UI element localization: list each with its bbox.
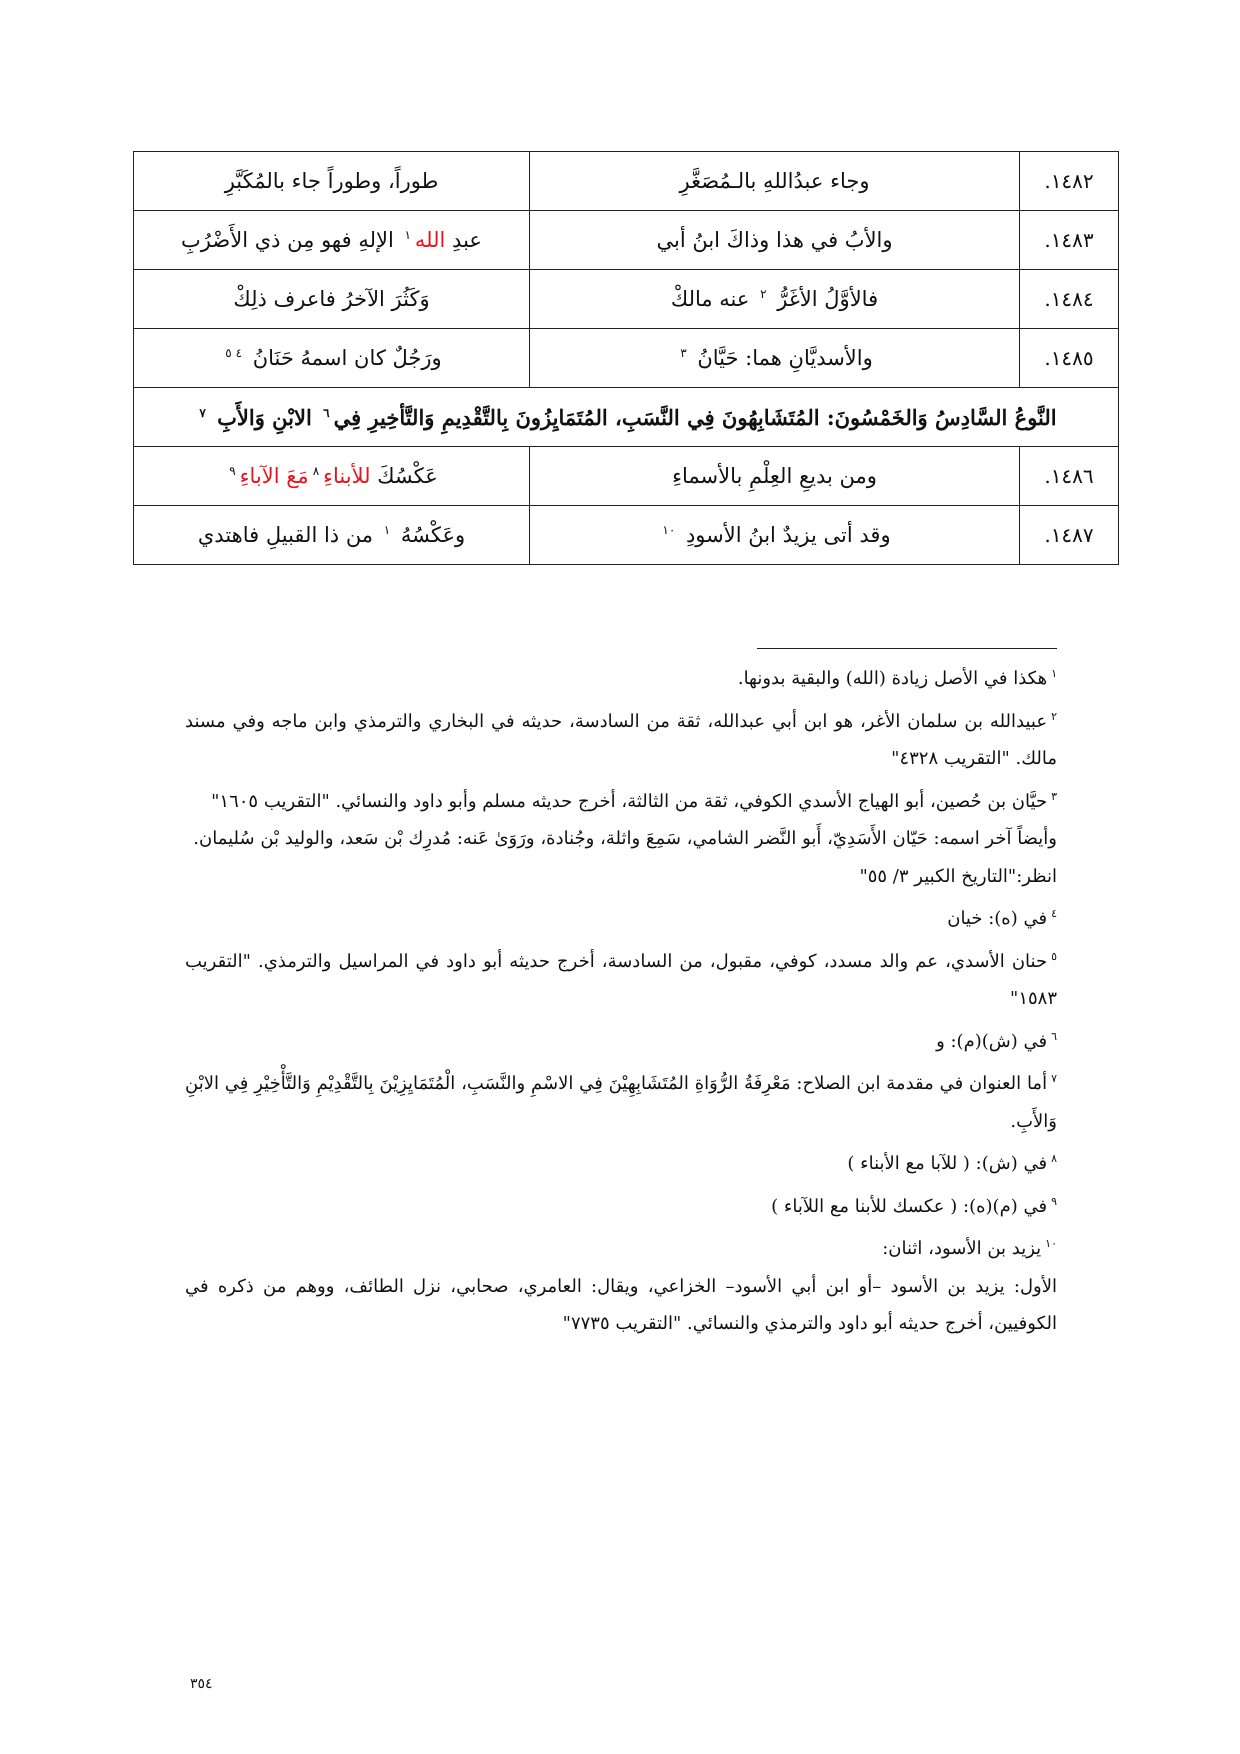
verse-row <box>134 211 1119 270</box>
footnote <box>185 1268 1057 1343</box>
footnote <box>185 858 1057 896</box>
footnote-text: الأول: يزيد بن الأسود –أو ابن أبي الأسود– الخزاعي، ويقال: العامري، صحابي، نزل الطائف، ووهم من ذكره في الكوفيين، أخرج حديثه أبو داود والترمذي والنسائي. "التقريب ٧٧٣٥" <box>185 1275 1057 1334</box>
footnote <box>185 1140 1057 1183</box>
verse-text-run: ورَجُلٌ كان اسمهُ حَنَانُ <box>246 346 442 370</box>
highlighted-text: للأبناءِ <box>323 464 371 488</box>
verse-second-hemistich <box>134 447 530 506</box>
verse-text-run: وقد أتى يزيدٌ ابنُ الأسودِ <box>679 523 891 547</box>
footnote <box>185 820 1057 858</box>
verse-row <box>134 447 1119 506</box>
footnote-text: انظر:"التاريخ الكبير ٣/ ٥٥" <box>859 865 1057 887</box>
footnote-text: أما العنوان في مقدمة ابن الصلاح: مَعْرِفَةُ الرُّوَاةِ المُتَشَابِهِيْنَ فِي الاسْمِ والنَّسَبِ، الْمُتَمَايِزِيْنَ بِالتَّقْدِيْمِ وَالتَّأْخِيْرِ فِي الابْنِ وَالأَبِ. <box>185 1073 1057 1132</box>
footnote-number: ٦ <box>1051 1029 1057 1043</box>
section-heading <box>134 388 1119 447</box>
highlighted-text: الله <box>414 228 446 252</box>
verse-table-body <box>134 152 1119 565</box>
verse-text-run: وعَكْسُهُ <box>394 523 466 547</box>
footnote-marker: ١٠ <box>662 523 676 537</box>
verse-text-run: وجاء عبدُاللهِ بالـمُصَغَّرِ <box>679 169 870 193</box>
footnote-marker: ٨ <box>312 464 320 478</box>
footnote-number: ٣ <box>1051 789 1057 803</box>
footnote <box>185 938 1057 1018</box>
footnote-number: ٩ <box>1051 1194 1057 1208</box>
verse-row <box>134 152 1119 211</box>
footnote-marker: ١ <box>404 228 411 242</box>
verse-first-hemistich <box>530 152 1020 211</box>
verse-text-run: عَكْسُكَ <box>370 464 438 488</box>
verse-text-run: والأسديَّانِ هما: حَيَّانُ <box>690 346 873 370</box>
footnote-marker: ٤ ٥ <box>225 346 243 360</box>
verse-number: ١٤٨٥. <box>1020 329 1119 388</box>
footnote-marker: ٢ <box>760 287 767 301</box>
verse-second-hemistich <box>134 270 530 329</box>
footnote-text: في (ش)(م): و <box>936 1030 1048 1052</box>
footnote-number: ٥ <box>1051 949 1057 963</box>
verse-number: ١٤٨٣. <box>1020 211 1119 270</box>
verse-text-run: وَكَثُرَ الآخرُ فاعرف ذلِكْ <box>233 287 430 311</box>
verse-first-hemistich <box>530 447 1020 506</box>
footnote-text: هكذا في الأصل زيادة (الله) والبقية بدونها. <box>737 668 1048 689</box>
verse-text-run: النَّوعُ السَّادِسُ وَالخَمْسُونَ: المُتَشَابِهُونَ فِي النَّسَبِ، المُتَمَايِزُونَ بِالتَّقْدِيمِ وَالتَّأخِيرِ فِي <box>333 404 1057 430</box>
footnote-number: ٤ <box>1051 907 1057 920</box>
footnote <box>185 778 1057 821</box>
verse-number: ١٤٨٤. <box>1020 270 1119 329</box>
footnote-marker: ١ <box>383 523 391 537</box>
footnote-marker: ٦ <box>323 405 330 420</box>
verse-text-run: عنه مالكْ <box>670 287 757 311</box>
verse-first-hemistich <box>530 506 1020 565</box>
verse-text-run: من ذا القبيلِ فاهتدي <box>197 523 380 547</box>
verse-row <box>134 506 1119 565</box>
footnote-number: ٢ <box>1051 709 1057 723</box>
verse-second-hemistich <box>134 329 530 388</box>
verse-number: ١٤٨٧. <box>1020 506 1119 565</box>
verse-table <box>133 151 1119 565</box>
footnote <box>185 655 1057 698</box>
verse-first-hemistich <box>530 329 1020 388</box>
footnote-text: في (ه): خيان <box>947 908 1048 929</box>
footnote-text: حنان الأسدي، عم والد مسدد، كوفي، مقبول، من السادسة، أخرج حديثه أبو داود في المراسيل والترمذي. "التقريب ١٥٨٣" <box>185 950 1057 1009</box>
verse-text-run: الإلهِ فهو مِن ذي الأَضْرُبِ <box>181 228 401 252</box>
footnote-text: يزيد بن الأسود، اثنان: <box>882 1238 1042 1259</box>
page-number: ٣٥٤ <box>190 1676 213 1692</box>
verse-first-hemistich <box>530 211 1020 270</box>
verse-row <box>134 270 1119 329</box>
footnote-marker: ٩ <box>229 464 236 478</box>
footnote-number: ٨ <box>1051 1152 1057 1165</box>
verse-number: ١٤٨٦. <box>1020 447 1119 506</box>
footnote-marker: ٧ <box>199 405 206 420</box>
footnote-number: ١ <box>1051 667 1057 680</box>
footnote <box>185 1225 1057 1268</box>
footnote-text: في (م)(ه): ( عكسك للأبنا مع اللآباء ) <box>771 1195 1048 1217</box>
verse-text-run: طوراً، وطوراً جاء بالمُكَبَّرِ <box>224 169 439 193</box>
verse-second-hemistich <box>134 506 530 565</box>
footnote <box>185 1183 1057 1226</box>
section-heading-row <box>134 388 1119 447</box>
verse-text-run: الابْنِ وَالأَبِ <box>209 404 320 430</box>
footnote-number: ١٠ <box>1045 1237 1057 1250</box>
verse-first-hemistich <box>530 270 1020 329</box>
footnote-text: في (ش): ( للآبا مع الأبناء ) <box>847 1153 1048 1174</box>
footnote-text: وأيضاً آخر اسمه: حَيّان الأَسَدِيّ، أَبو النَّضر الشامي، سَمِعَ واثلة، وجُنادة، ورَوَىٰ عَنه: مُدرِك بْن سَعد، والوليد بْن سُليمان. <box>193 828 1057 849</box>
footnote <box>185 1060 1057 1140</box>
footnote-marker: ٣ <box>680 346 687 360</box>
footnote-text: حيَّان بن حُصين، أبو الهياج الأسدي الكوفي، ثقة من الثالثة، أخرج حديثه مسلم وأبو داود والنسائي. "التقريب ١٦٠٥" <box>211 790 1048 812</box>
verse-text-run: ومن بديعِ العِلْمِ بالأسماءِ <box>672 464 877 488</box>
footnotes <box>185 655 1057 1343</box>
footnote-separator <box>757 648 1057 649</box>
verse-text-run: فالأوَّلُ الأغَرُّ <box>770 287 879 311</box>
highlighted-text: مَعَ الآباءِ <box>239 464 309 488</box>
verse-second-hemistich <box>134 152 530 211</box>
footnote-text: عبيدالله بن سلمان الأغر، هو ابن أبي عبدالله، ثقة من السادسة، حديثه في البخاري والترمذي وابن ماجه وفي مسند مالك. "التقريب ٤٣٢٨" <box>185 710 1057 769</box>
footnote <box>185 895 1057 938</box>
verse-number: ١٤٨٢. <box>1020 152 1119 211</box>
verse-second-hemistich <box>134 211 530 270</box>
footnote <box>185 1018 1057 1061</box>
footnote-number: ٧ <box>1051 1072 1057 1085</box>
footnote <box>185 698 1057 778</box>
verse-row <box>134 329 1119 388</box>
verse-text-run: والأبُ في هذا وذاكَ ابنُ أبي <box>656 228 893 252</box>
verse-text-run: عبدِ <box>445 228 482 252</box>
